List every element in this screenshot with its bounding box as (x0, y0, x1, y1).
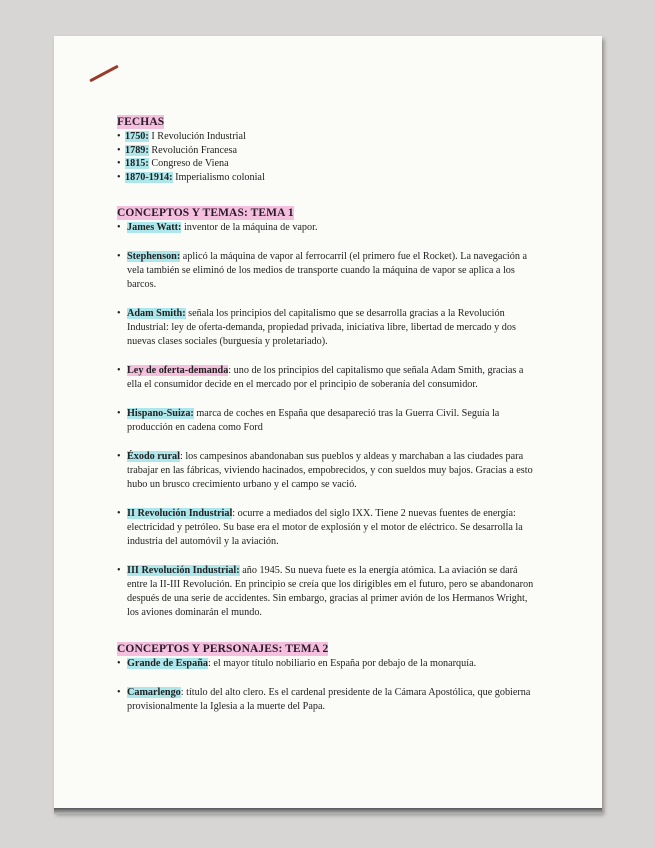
concept-text: : los campesinos abandonaban sus pueblos y aldeas y marchaban a las ciudades para trabajar en las fábricas, viviendo hacinados, empobrecidos, y con sueldos muy bajos. Gracias a esto hubo un brusco crecimiento urbano y el campo se vació. (127, 451, 533, 490)
date-value: 1750: (125, 131, 149, 142)
concept-entry: • James Watt: inventor de la máquina de vapor. (117, 222, 318, 233)
concept-entry: • Grande de España: el mayor título nobiliario en España por debajo de la monarquía. (117, 658, 477, 669)
concept-entry: • Stephenson: aplicó la máquina de vapor al ferrocarril (el primero fue el Rocket). La navegación a vela también se eliminó de los medios de transporte cuando la máquina de vapor se aplica a los barcos. (117, 251, 527, 290)
section-heading-tema-1: CONCEPTOS Y TEMAS: TEMA 1 (117, 207, 294, 219)
concept-entry: • III Revolución Industrial: año 1945. Su nueva fuete es la energía atómica. La aviación se dará entre la II-III Revolución. En principio se creía que los dirigibles em el futuro, pero se abandonaron después de una serie de accidentes. Sin embargo, gracias al primer avión de los Hermanos Wright, los aviones dominarán el mundo. (117, 565, 534, 618)
section-fechas (117, 115, 537, 184)
concept-term: Éxodo rural (127, 451, 180, 462)
concept-entry: • II Revolución Industrial: ocurre a mediados del siglo IXX. Tiene 2 nuevas fuentes de energía: electricidad y petróleo. Su base era el motor de explosión y el motor de eléctrico. Se desarrolla la industria del automóvil y la aviación. (117, 508, 523, 547)
section-heading-fechas: FECHAS (117, 116, 165, 128)
date-value: 1870-1914: (125, 171, 173, 183)
date-item: • 1750: I Revolución Industrial (117, 131, 246, 142)
concept-term: Grande de España (127, 658, 208, 669)
concept-entry: • Ley de oferta-demanda: uno de los principios del capitalismo que señala Adam Smith, gracias a ella el consumidor decide en el mercado por el principio de soberanía del consumidor. (117, 365, 524, 390)
concept-text: año 1945. Su nueva fuete es la energía atómica. La aviación se dará entre la II-III Revolución. En principio se creía que los dirigibles em el futuro, pero se abandonaron después de una serie de accidentes. Sin embargo, gracias al primer avión de los Hermanos Wright, los aviones dominarán el mundo. (127, 565, 534, 618)
date-item: • 1789: Revolución Francesa (117, 144, 238, 156)
concept-entry: • Adam Smith: señala los principios del capitalismo que se desarrolla gracias a la Revolución Industrial: ley de oferta-demanda, propiedad privada, iniciativa libre, libertad de mercado y dos nuevas clases sociales (burguesía y proletariado). (117, 308, 516, 347)
date-item: • 1870-1914: Imperialismo colonial (117, 171, 265, 183)
concept-text: inventor de la máquina de vapor. (181, 222, 318, 233)
concept-text: señala los principios del capitalismo que se desarrolla gracias a la Revolución Industrial: ley de oferta-demanda, propiedad privada, iniciativa libre, libertad de mercado y dos nuevas clases sociales (burguesía y proletariado). (127, 308, 516, 347)
date-text: Congreso de Viena (148, 158, 229, 169)
section-tema-1 (117, 206, 537, 620)
date-text: Imperialismo colonial (172, 171, 265, 183)
date-list (117, 130, 537, 184)
concept-term: Hispano-Suiza: (127, 408, 194, 419)
notes-content (117, 115, 537, 736)
concept-entry: • Éxodo rural: los campesinos abandonaban sus pueblos y aldeas y marchaban a las ciudades para trabajar en las fábricas, viviendo hacinados, empobrecidos, y con sueldos muy bajos. Gracias a esto hubo un brusco crecimiento urbano y el campo se vació. (117, 451, 533, 490)
concept-text: aplicó la máquina de vapor al ferrocarril (el primero fue el Rocket). La navegación a vela también se eliminó de los medios de transporte cuando la máquina de vapor se aplica a los barcos. (127, 251, 527, 290)
page-edge-shadow (54, 808, 602, 814)
concept-text: marca de coches en España que desapareció tras la Guerra Civil. Seguía la producción en cadena como Ford (127, 408, 500, 433)
concept-entry: • Hispano-Suiza: marca de coches en España que desapareció tras la Guerra Civil. Seguía la producción en cadena como Ford (117, 408, 500, 433)
date-value: 1789: (125, 144, 149, 156)
concept-term: Stephenson: (127, 251, 181, 262)
date-value: 1815: (125, 158, 149, 169)
date-item: • 1815: Congreso de Viena (117, 158, 229, 169)
date-text: I Revolución Industrial (148, 131, 246, 142)
section-tema-2 (117, 642, 537, 714)
date-text: Revolución Francesa (148, 144, 238, 156)
concept-term: Ley de oferta-demanda (127, 365, 229, 376)
concept-term: III Revolución Industrial: (127, 565, 240, 576)
section-heading-tema-2: CONCEPTOS Y PERSONAJES: TEMA 2 (117, 643, 329, 655)
concept-text: : uno de los principios del capitalismo que señala Adam Smith, gracias a ella el consumidor decide en el mercado por el principio de soberanía del consumidor. (127, 365, 524, 390)
concept-entry: • Camarlengo: título del alto clero. Es el cardenal presidente de la Cámara Apostólica, que gobierna provisionalmente la Iglesia a la muerte del Papa. (117, 687, 531, 712)
concept-term: Adam Smith: (127, 308, 186, 319)
concept-term: Camarlengo (127, 687, 181, 698)
concept-text: : ocurre a mediados del siglo IXX. Tiene 2 nuevas fuentes de energía: electricidad y petróleo. Su base era el motor de explosión y el motor de eléctrico. Se desarrolla la industria del automóvil y la aviación. (127, 508, 523, 547)
concept-text: : el mayor título nobiliario en España por debajo de la monarquía. (207, 658, 477, 669)
concept-text: : título del alto clero. Es el cardenal presidente de la Cámara Apostólica, que gobierna provisionalmente la Iglesia a la muerte del Papa. (127, 687, 531, 712)
concept-term: James Watt: (127, 222, 182, 233)
concept-term: II Revolución Industrial (127, 508, 233, 519)
